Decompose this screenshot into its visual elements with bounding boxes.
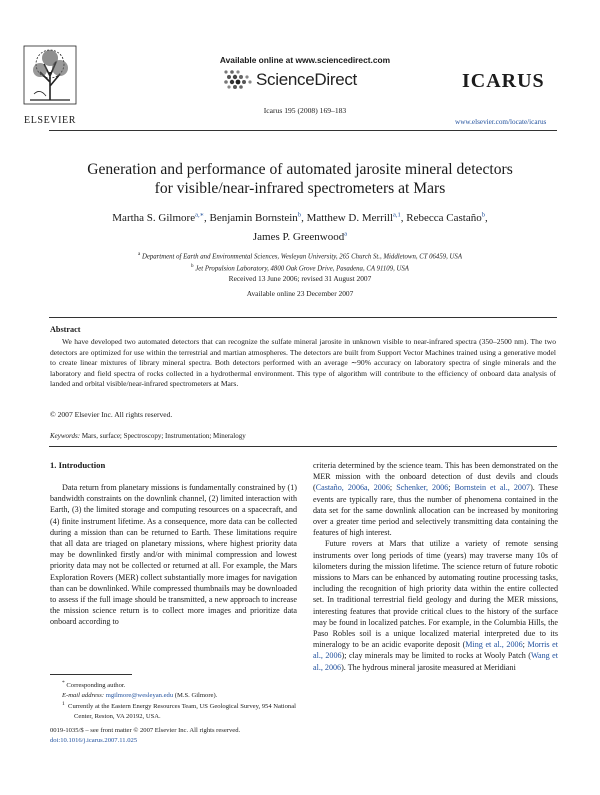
keywords-label: Keywords: <box>50 432 81 440</box>
icarus-logo: ICARUS <box>462 70 545 92</box>
abstract-top-divider <box>49 317 557 318</box>
article-title-line2: for visible/near-infrared spectrometers at Mars <box>154 180 446 197</box>
intro-paragraph-1-cont: criteria determined by the science team. This has been demonstrated on the MER mission with the onboard detection of dust devils and clouds (Castaño, 2006a, 2006; Schenker, 2006; Bornstein et al., 2007). These events are typically rare, thus the number of phenomena contained in the data set for the same downlink allocation can be increased by monitoring over a greater time period and selectively transmitting data containing the features of high interest. <box>313 461 559 538</box>
ref-morris[interactable]: Morris et al., 2006 <box>313 640 558 661</box>
available-online-text: Available online at www.sciencedirect.com <box>219 55 391 65</box>
received-date: Received 13 June 2006; revised 31 August 2007 <box>228 274 372 283</box>
issn-line: 0019-1035/$ – see front matter © 2007 Elsevier Inc. All rights reserved. <box>50 727 241 734</box>
affiliation-b: $^b$ Jet Propulsion Laboratory, 4800 Oak Grove Drive, Pasadena, CA 91109, USA <box>191 264 409 273</box>
abstract-text: We have developed two automated detectors that can recognize the sulfate mineral jarosite in unknown visible to near-infrared spectra (350–2500 nm). The two detectors are optimized for use within the terrestrial and martian atmospheres. The detectors are built from Support Vector Machines trained using a generative model to create linear mixtures of library mineral spectra. Both detectors performed with an average ∼90% accuracy on laboratory spectra of single minerals and the laboratory and field spectra of rocks collected in a hydrothermal environment. This type of algorithm will contribute to the efficiency of onboard data analysis of landed and orbital visible/near-infrared spectrometers at Mars. <box>50 337 556 389</box>
author-greenwood[interactable]: James P. Greenwood$^a$ <box>252 230 348 243</box>
elsevier-logo <box>20 42 80 126</box>
ref-wang[interactable]: Wang et al., 2006 <box>313 651 558 672</box>
ref-ming[interactable]: Ming et al., 2006 <box>465 640 523 650</box>
ref-schenker[interactable]: Schenker, 2006 <box>396 483 449 493</box>
footnote-email: E-mail address: mgilmore@wesleyan.edu (M.S. Gilmore). <box>62 691 218 699</box>
intro-paragraph-1: Data return from planetary missions is fundamentally constrained by (1) bandwidth constraints on the downlink channel, (2) limited interaction with Earth, (3) the limited storage and computing resources on a spacecraft, and (4) finite instrument lifetime. As a consequence, more data can be collected during a mission than can be returned to Earth. These limitations require that all data are triaged on planetary missions, where highest priority data may be downlinked firstly and/or with minimal compression and lowest priority data may not be collected or returned at all. For example, the Mars Exploration Rovers (MER) collect substantially more images for navigation than can be downlinked. While compressed thumbnails may be downloaded to assess if the full image should be transmitted, a new approach to increase the mission science return is to collect more images and prioritize data onboard according to <box>50 483 297 627</box>
author-castano[interactable]: Rebecca Castaño$^b$, <box>406 211 488 224</box>
intro-left-column <box>50 482 297 628</box>
sciencedirect-logo <box>222 66 402 94</box>
section-heading: 1. Introduction <box>50 460 106 470</box>
elsevier-wordmark: ELSEVIER <box>23 115 77 126</box>
affiliation-a: $^a$ Department of Earth and Environmental Sciences, Wesleyan University, 265 Church St., Middletown, CT 06459, USA <box>138 252 462 261</box>
sciencedirect-dots-icon <box>222 68 258 92</box>
email-link[interactable]: mgilmore@wesleyan.edu <box>105 691 174 699</box>
footnotes <box>50 679 297 721</box>
footnote-divider <box>50 674 132 675</box>
footnote-1: $^1$ Currently at the Eastern Energy Resources Team, US Geological Survey, 954 National Center, Reston, VA 20192, USA. <box>62 701 296 720</box>
abstract-bottom-divider <box>49 446 557 447</box>
author-list <box>55 207 545 245</box>
journal-reference: Icarus 195 (2008) 169–183 <box>263 106 347 115</box>
author-gilmore[interactable]: Martha S. Gilmore$^{a,∗}$, <box>112 211 207 224</box>
affiliations <box>40 250 560 275</box>
abstract-body <box>50 337 556 390</box>
online-date: Available online 23 December 2007 <box>246 289 354 298</box>
abstract-heading: Abstract <box>50 325 81 334</box>
intro-right-column <box>313 460 558 673</box>
article-title-line1: Generation and performance of automated jarosite mineral detectors <box>87 161 513 178</box>
doi-link[interactable]: doi:10.1016/j.icarus.2007.11.025 <box>50 737 138 744</box>
footnote-corresponding: * Corresponding author. <box>62 680 126 690</box>
sciencedirect-wordmark: ScienceDirect <box>256 70 357 89</box>
abstract-copyright: © 2007 Elsevier Inc. All rights reserved. <box>50 410 173 419</box>
elsevier-tree-icon <box>20 42 80 108</box>
intro-paragraph-2: Future rovers at Mars that utilize a variety of remote sensing instruments over long periods of time (years) may traverse many 10s of kilometers during the mission lifetime. The science return of future robotic missions to Mars can be enhanced by automating routine processing tasks, including the recognition of high priority data within the entire collected set. In traditional terrestrial field geology and during the MER missions, interesting features that provide critical clues to the history of the surface may be found in localized patches. For example, in the Columbia Hills, the Paso Robles soil is a unique localized material interpreted due to its mineralogy to be an acidic evaporite deposit (Ming et al., 2006; Morris et al., 2006); clay minerals may be limited to rocks at Wooly Patch (Wang et al., 2006). The hydrous mineral jarosite measured at Meridiani <box>313 539 558 672</box>
author-bornstein[interactable]: Benjamin Bornstein$^b$, <box>209 211 304 224</box>
article-title <box>40 160 560 198</box>
ref-bornstein[interactable]: Bornstein et al., 2007 <box>454 483 531 493</box>
keywords <box>50 432 246 440</box>
author-merrill[interactable]: Matthew D. Merrill$^{a,1}$, <box>306 211 404 224</box>
journal-url-link[interactable]: www.elsevier.com/locate/icarus <box>455 118 547 126</box>
ref-castano[interactable]: Castaño, 2006a, 2006 <box>315 483 390 493</box>
keywords-text: Mars, surface; Spectroscopy; Instrumentation; Mineralogy <box>81 432 246 440</box>
header-divider <box>49 130 557 131</box>
